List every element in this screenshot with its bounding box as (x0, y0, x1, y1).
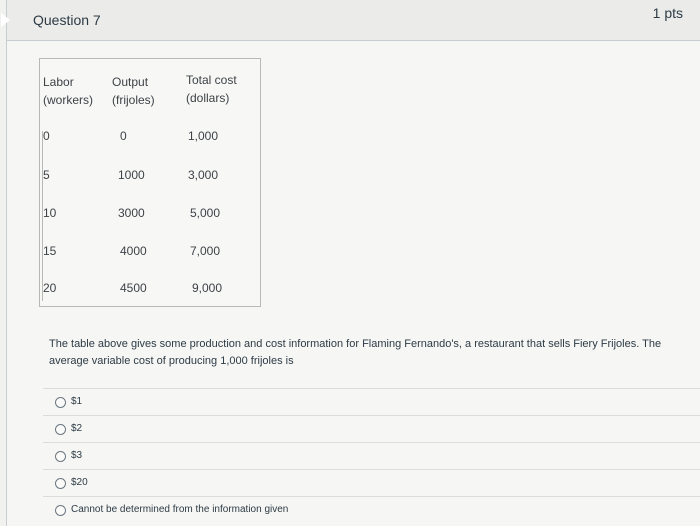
cell-output: 0 (120, 129, 127, 143)
cell-labor: 5 (43, 168, 50, 182)
question-prompt: The table above gives some production and cost information for Flaming Fernando's, a restaurant that sells Fiery Frijoles. The average variable cost of producing 1,000 frijoles is (49, 338, 662, 367)
answer-label: $1 (71, 396, 83, 407)
answer-option[interactable] (43, 496, 700, 523)
question-title: Question 7 (33, 12, 101, 28)
question-card (6, 0, 700, 526)
header-labor: Labor (workers) (43, 75, 93, 107)
cell-total-cost: 1,000 (188, 129, 219, 143)
cell-labor: 20 (43, 281, 57, 295)
answer-label: $20 (71, 477, 88, 488)
answer-list (43, 388, 700, 523)
answer-option[interactable] (43, 388, 700, 415)
cell-labor: 15 (43, 244, 57, 258)
radio-button[interactable] (55, 424, 66, 435)
header-output: Output (frijoles) (112, 75, 155, 107)
cell-output: 1000 (118, 168, 145, 182)
radio-button[interactable] (55, 505, 66, 516)
cell-total-cost: 9,000 (192, 281, 223, 295)
answer-label: $2 (71, 423, 83, 434)
data-table (39, 58, 261, 307)
answer-option[interactable] (43, 469, 700, 496)
cell-output: 3000 (118, 206, 145, 220)
cell-total-cost: 7,000 (190, 244, 221, 258)
question-points: 1 pts (652, 5, 683, 21)
answer-option[interactable] (43, 442, 700, 469)
cell-output: 4000 (120, 244, 147, 258)
radio-button[interactable] (55, 451, 66, 462)
answer-label: Cannot be determined from the information given (71, 504, 289, 515)
answer-label: $3 (71, 450, 83, 461)
collapse-arrow-icon[interactable] (1, 13, 10, 27)
radio-button[interactable] (55, 478, 66, 489)
cell-output: 4500 (120, 281, 147, 295)
cell-labor: 0 (43, 129, 50, 143)
header-total-cost: Total cost (dollars) (186, 73, 237, 105)
answer-option[interactable] (43, 415, 700, 442)
radio-button[interactable] (55, 397, 66, 408)
cell-total-cost: 3,000 (188, 168, 219, 182)
cell-total-cost: 5,000 (190, 206, 221, 220)
cell-labor: 10 (43, 206, 57, 220)
question-header (7, 0, 700, 41)
